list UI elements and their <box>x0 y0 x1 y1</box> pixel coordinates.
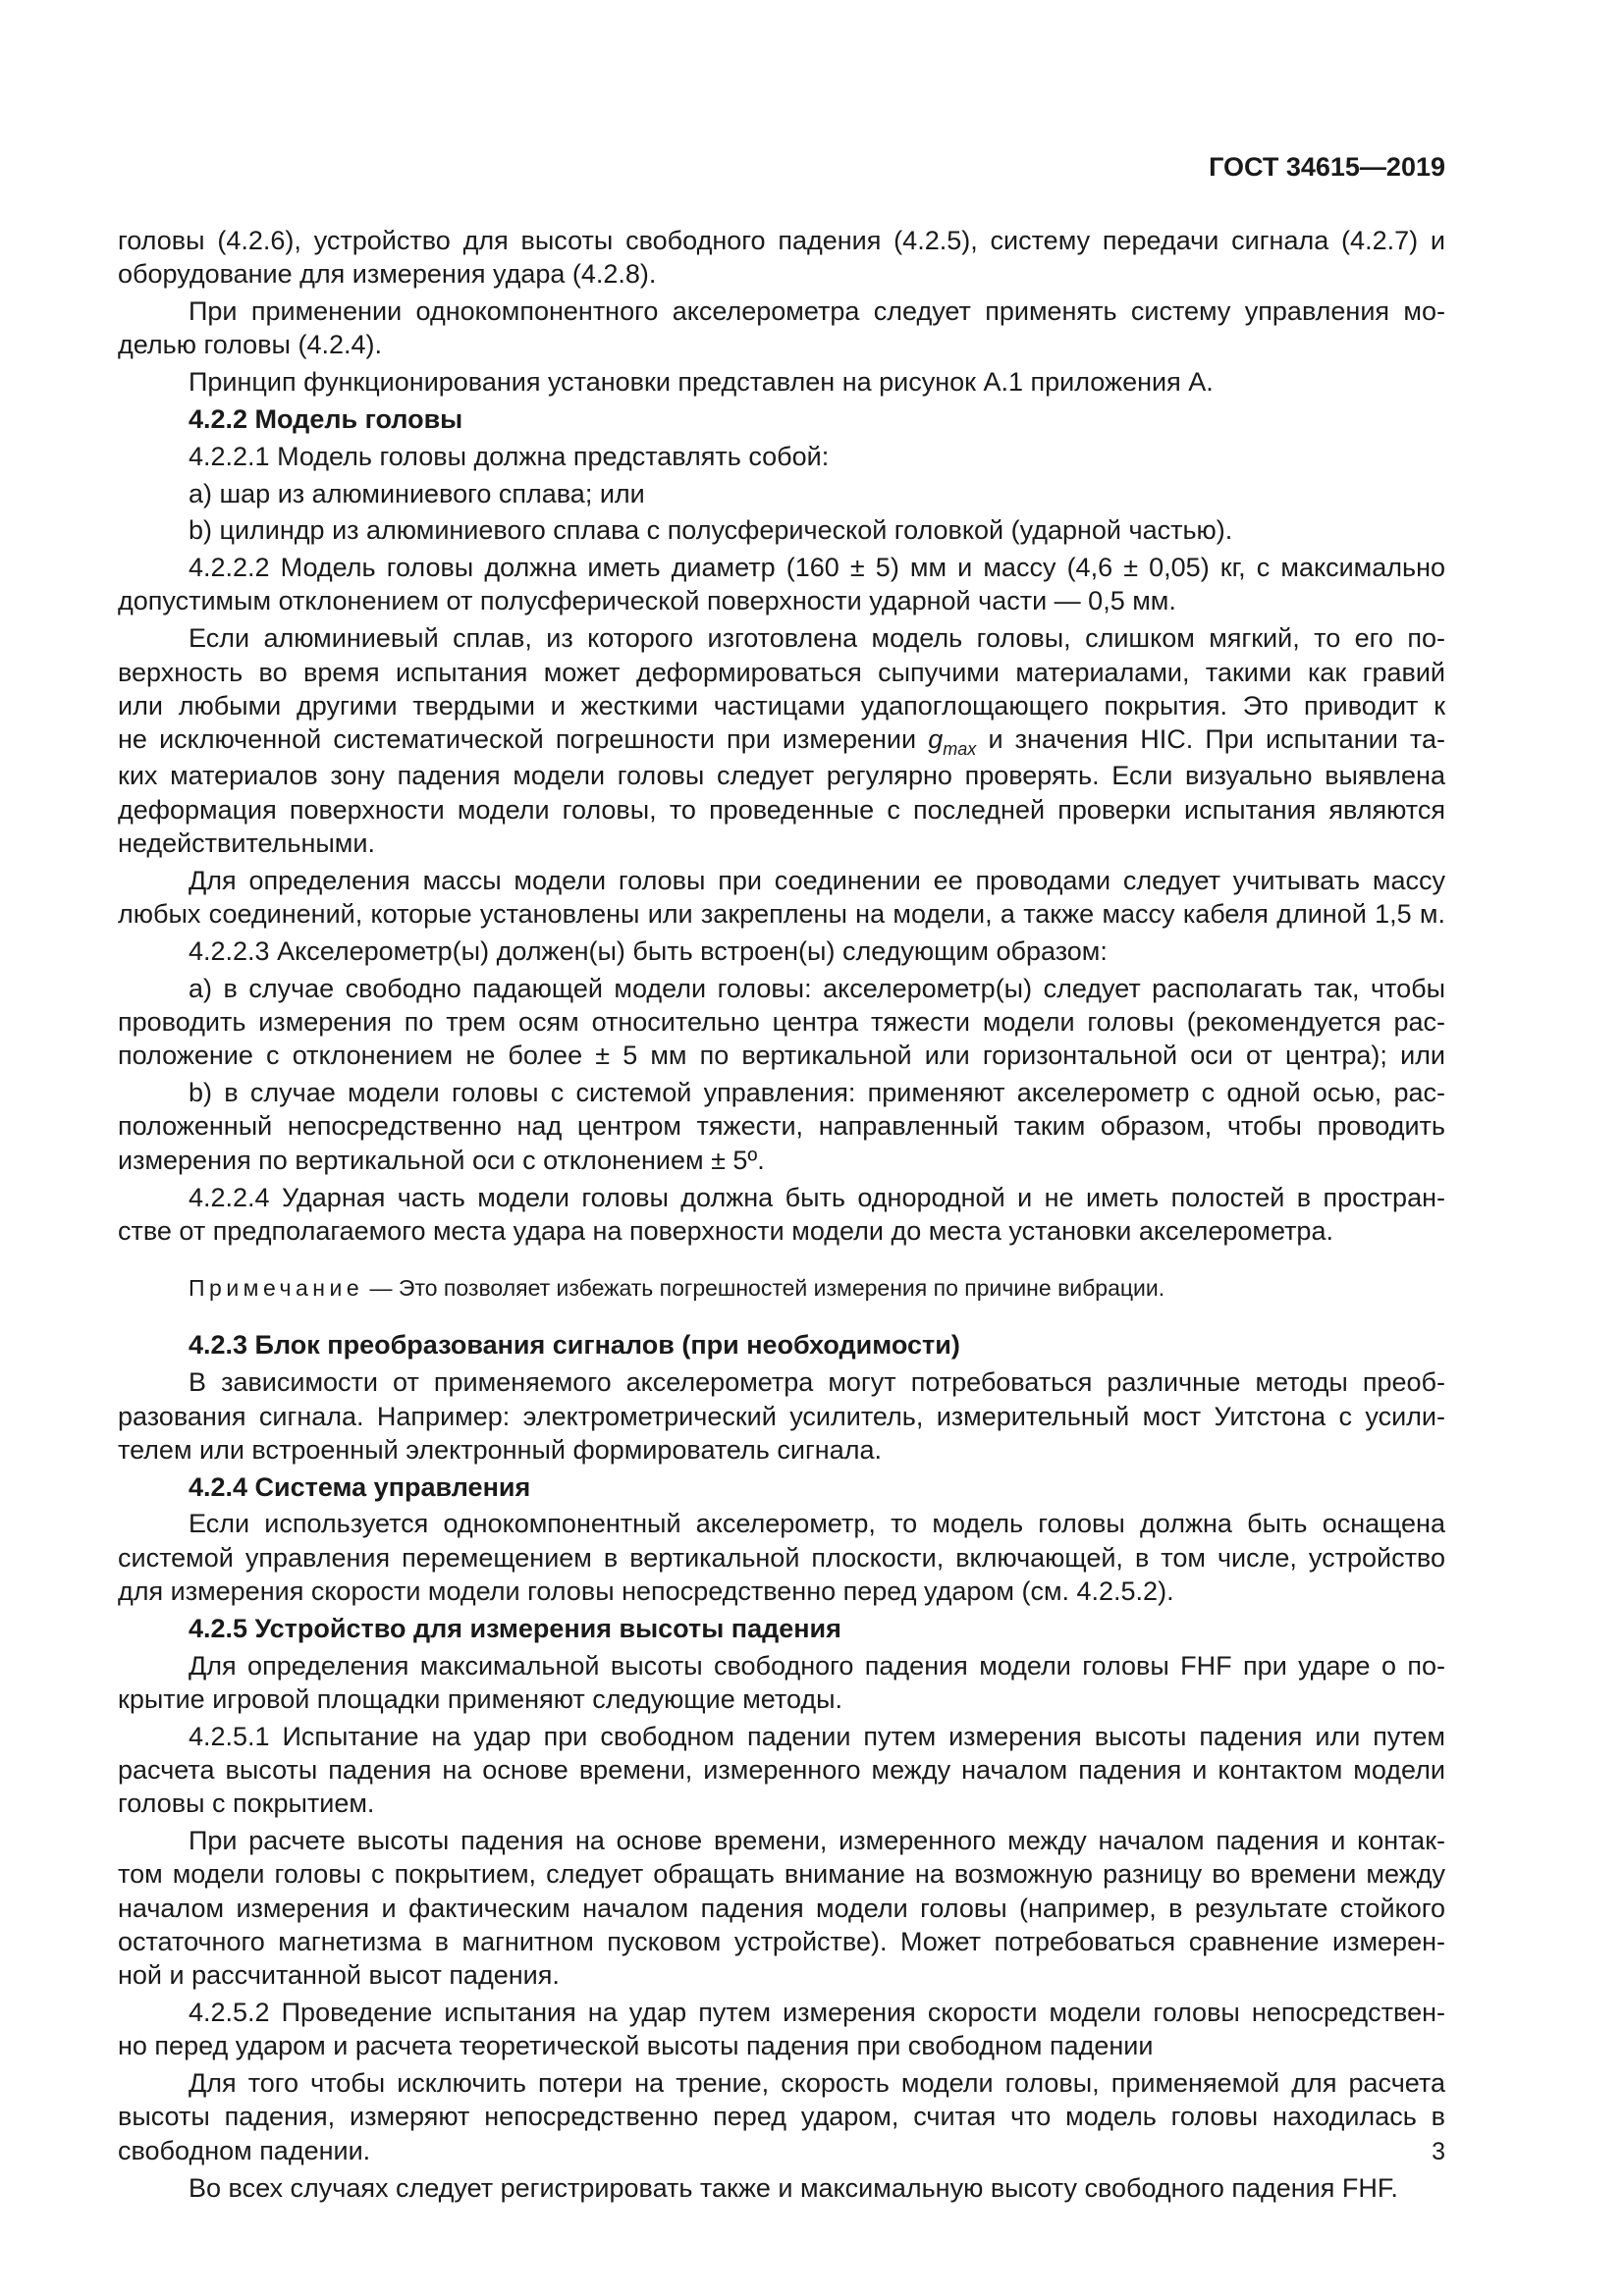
paragraph-line: остаточного магнетизма в магнитном пусковом устройстве). Может потребоваться сравнение измерен- <box>118 1926 1445 1956</box>
paragraph-line: 4.2.2.4 Ударная часть модели головы должна быть однородной и не иметь полостей в простран- <box>189 1182 1445 1212</box>
document-header <box>1209 149 1445 185</box>
paragraph-line: Для определения массы модели головы при соединении ее проводами следует учитывать массу <box>189 865 1445 895</box>
paragraph-line: Принцип функционирования установки представлен на рисунок А.1 приложения А. <box>189 367 1214 398</box>
paragraph-line: ких материалов зону падения модели головы следует регулярно проверять. Если визуально выявлена <box>118 761 1445 791</box>
paragraph-line: или любыми другими твердыми и жесткими частицами удапоглощающего покрытия. Это приводит к <box>118 690 1445 721</box>
paragraph-line: Для того чтобы исключить потери на трение, скорость модели головы, применяемой для расчета <box>189 2068 1445 2099</box>
g-letter: g <box>928 724 944 755</box>
paragraph-line: высоты падения, измеряют непосредственно перед ударом, считая что модель головы находилась в <box>118 2102 1445 2132</box>
section-heading-4-2-3: 4.2.3 Блок преобразования сигналов (при необходимости) <box>189 1330 960 1361</box>
paragraph-line: оборудование для измерения удара (4.2.8). <box>118 259 657 290</box>
paragraph-line: недействительными. <box>118 828 375 859</box>
paragraph-line: 4.2.2.3 Акселерометр(ы) должен(ы) быть встроен(ы) следующим образом: <box>189 935 1108 966</box>
paragraph-line: для измерения скорости модели головы непосредственно перед ударом (см. 4.2.5.2). <box>118 1575 1174 1606</box>
paragraph-line: стве от предполагаемого места удара на поверхности модели до места установки акселерометра. <box>118 1215 1333 1246</box>
paragraph-line: свободном падении. <box>118 2135 371 2165</box>
list-item-a: а) шар из алюминиевого сплава; или <box>189 478 645 508</box>
document-body <box>118 224 1445 2205</box>
paragraph-line: Если алюминиевый сплав, из которого изготовлена модель головы, слишком мягкий, то его по- <box>189 623 1445 654</box>
paragraph-line: Если используется однокомпонентный акселерометр, то модель головы должна быть оснащена <box>189 1509 1445 1539</box>
paragraph-line: верхность во время испытания может деформироваться сыпучими материалами, такими как гравий <box>118 657 1445 687</box>
note <box>118 1271 1445 1305</box>
paragraph-line: В зависимости от применяемого акселерометра могут потребоваться различные методы преоб- <box>189 1367 1445 1398</box>
page-number: 3 <box>1432 2138 1445 2165</box>
paragraph-line: проводить измерения по трем осям относительно центра тяжести модели головы (рекомендуется рас- <box>118 1007 1445 1038</box>
paragraph-line: ной и рассчитанной высот падения. <box>118 1960 560 1991</box>
section-heading-4-2-2: 4.2.2 Модель головы <box>189 403 463 434</box>
paragraph-line: но перед ударом и расчета теоретической высоты падения при свободном падении <box>118 2031 1154 2061</box>
standard-id: ГОСТ 34615—2019 <box>1209 152 1445 182</box>
paragraph-line: b) в случае модели головы с системой управления: применяют акселерометр с одной осью, рас- <box>189 1078 1445 1108</box>
section-heading-4-2-5: 4.2.5 Устройство для измерения высоты падения <box>189 1613 841 1643</box>
paragraph-line: разования сигнала. Например: электрометрический усилитель, измерительный мост Уитстона с усили- <box>118 1401 1445 1431</box>
paragraph-line: измерения по вертикальной оси с отклонением ± 5º. <box>118 1145 765 1175</box>
paragraph-line: 4.2.2.1 Модель головы должна представлять собой: <box>189 441 830 471</box>
paragraph-line: головы (4.2.6), устройство для высоты свободного падения (4.2.5), систему передачи сигнала (4.2.7) и <box>118 226 1445 255</box>
paragraph-line: делью головы (4.2.4). <box>118 330 382 360</box>
note-label: Примечание <box>189 1275 364 1302</box>
paragraph-line: началом измерения и фактическим началом падения модели головы (например, в результате стойкого <box>118 1893 1445 1923</box>
paragraph-line: расчета высоты падения на основе времени, измеренного между началом падения и контактом модели <box>118 1754 1445 1785</box>
note-text: — Это позволяет избежать погрешностей измерения по причине вибрации. <box>369 1275 1165 1302</box>
text-run: и значения HIC. При испытании та- <box>988 724 1445 755</box>
paragraph-line: При расчете высоты падения на основе времени, измеренного между началом падения и контак- <box>189 1826 1445 1856</box>
gmax-symbol <box>928 724 977 760</box>
list-item-b: b) цилиндр из алюминиевого сплава с полусферической головкой (ударной частью). <box>189 515 1233 546</box>
paragraph-line: телем или встроенный электронный формирователь сигнала. <box>118 1434 883 1465</box>
paragraph-line: положение с отклонением не более ± 5 мм по вертикальной или горизонтальной оси от центра); или <box>118 1041 1445 1071</box>
paragraph-line: головы с покрытием. <box>118 1789 375 1819</box>
text-run: не исключенной систематической погрешности при измерении <box>118 724 917 755</box>
paragraph-line: крытие игровой площадки применяют следующие методы. <box>118 1683 843 1714</box>
paragraph-line-with-gmax <box>118 722 1445 759</box>
paragraph-line: Во всех случаях следует регистрировать также и максимальную высоту свободного падения FHF. <box>189 2172 1398 2203</box>
paragraph-line: 4.2.2.2 Модель головы должна иметь диаметр (160 ± 5) мм и массу (4,6 ± 0,05) кг, с максимально <box>189 553 1445 583</box>
paragraph-line: том модели головы с покрытием, следует обращать внимание на возможную разницу во времени между <box>118 1859 1445 1890</box>
paragraph-line: системой управления перемещением в вертикальной плоскости, включающей, в том числе, устройство <box>118 1542 1445 1573</box>
paragraph-line: Для определения максимальной высоты свободного падения модели головы FHF при ударе о по- <box>189 1650 1445 1681</box>
paragraph-line: а) в случае свободно падающей модели головы: акселерометр(ы) следует располагать так, чтобы <box>189 973 1445 1003</box>
paragraph-line: положенный непосредственно над центром тяжести, направленный таким образом, чтобы проводить <box>118 1111 1445 1142</box>
paragraph-line: допустимым отклонением от полусферической поверхности ударной части — 0,5 мм. <box>118 586 1176 616</box>
paragraph-line: При применении однокомпонентного акселерометра следует применять систему управления мо- <box>189 296 1445 327</box>
max-subscript: max <box>943 739 977 760</box>
paragraph-line: 4.2.5.1 Испытание на удар при свободном падении путем измерения высоты падения или путем <box>189 1721 1445 1751</box>
paragraph-line: деформация поверхности модели головы, то проведенные с последней проверки испытания являются <box>118 794 1445 825</box>
section-heading-4-2-4: 4.2.4 Система управления <box>189 1471 531 1502</box>
paragraph-line: любых соединений, которые установлены или закреплены на модели, а также массу кабеля длиной 1,5 м. <box>118 899 1445 930</box>
paragraph-line: 4.2.5.2 Проведение испытания на удар путем измерения скорости модели головы непосредствен- <box>189 1998 1445 2028</box>
